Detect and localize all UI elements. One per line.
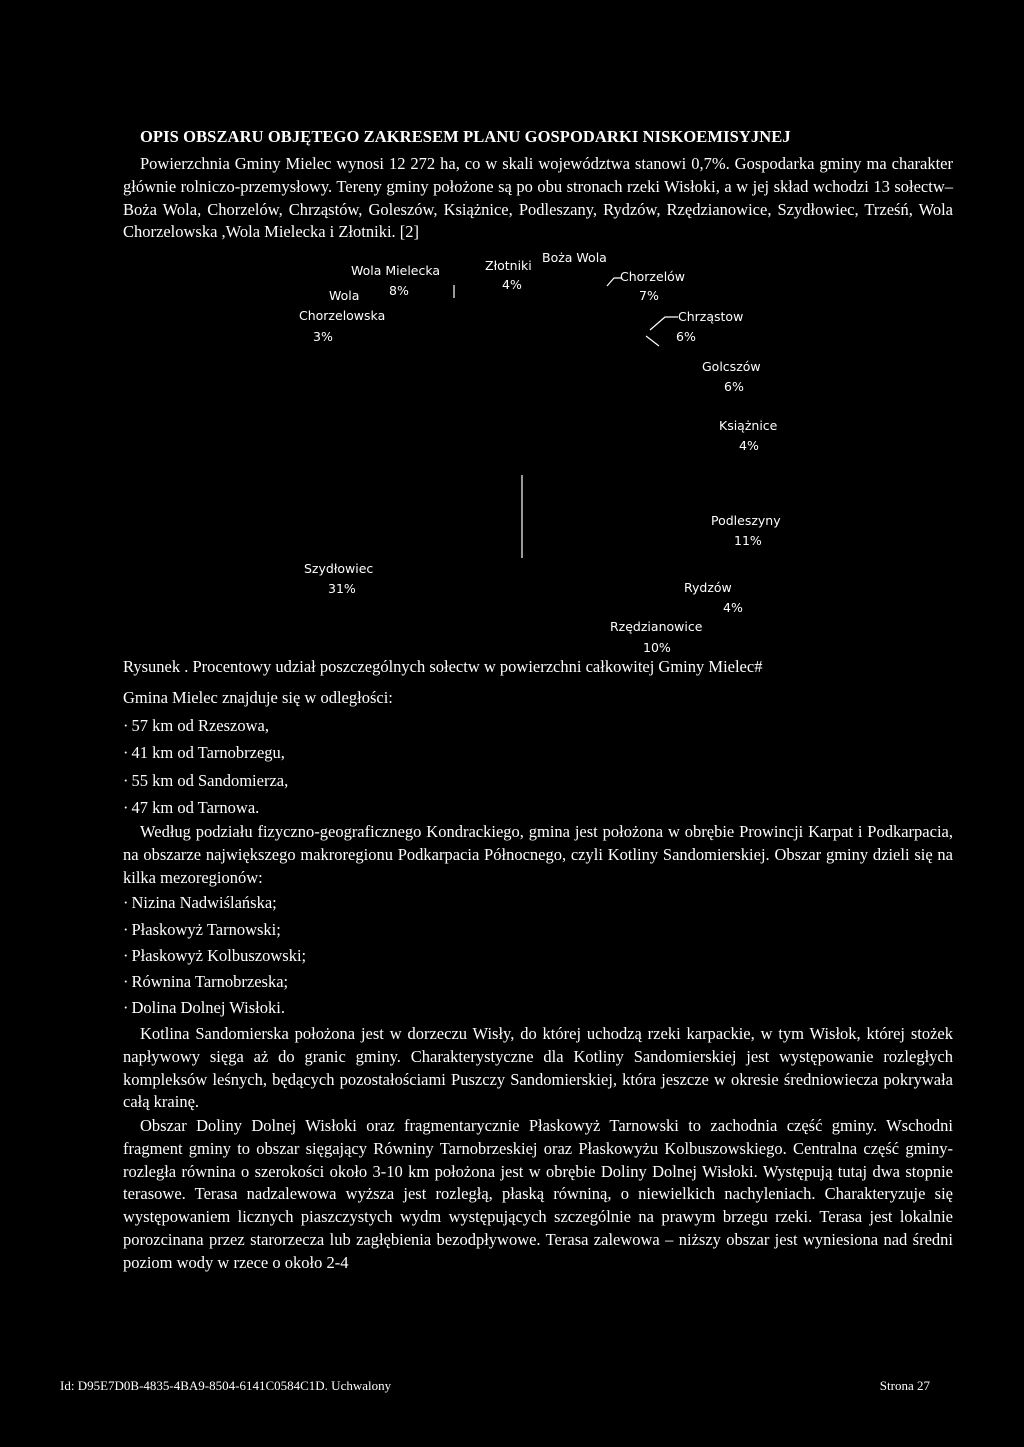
dolina-paragraph: Obszar Doliny Dolnej Wisłoki oraz fragmentarycznie Płaskowyż Tarnowski to zachodnia część gminy. Wschodni fragment gminy to obszar sięgający Równiny Tarnobrzeskiej oraz Płaskowyżu Kolbuszowskiego. Centralna część gminy- rozległa równina o szerokości około 3-10 km położona jest w obrębie Doliny Dolnej Wisłoki. Występują tutaj dwa stopnie terasowe. Terasa nadzalewowa wyższa jest rozległą, płaską równiną, o niewielkich nachyleniach. Charakteryzuje się występowaniem licznych piaszczystych wydm występujących szczególnie na prawym brzegu rzeki. Terasa jest lokalnie porozcinana przez starorzecza lub zagłębienia bezodpływowe. Terasa zalewowa – niższy obszar jest wyniesiona nad średni poziom wody w rzece o około 2-4	[123, 1116, 953, 1272]
intro-paragraph: Powierzchnia Gminy Mielec wynosi 12 272 ha, co w skali województwa stanowi 0,7%. Gospodarka gminy ma charakter głównie rolniczo-przemysłowy. Tereny gminy położone są po obu stronach rzeki Wisłoki, a w jej skład wchodzi 13 sołectw– Boża Wola, Chorzelów, Chrząstów, Goleszów, Książnice, Podleszany, Rydzów, Rzędzianowice, Szydłowiec, Trześń, Wola Chorzelowska ,Wola Mielecka i Złotniki. [2]	[123, 154, 953, 242]
mezoregion-item: · Równina Tarnobrzeska;	[123, 972, 289, 991]
label-szydlowiec: Szydłowiec	[304, 561, 374, 576]
distance-intro: Gmina Mielec znajduje się w odległości:	[123, 688, 393, 707]
leader-line	[646, 336, 659, 346]
label-chrzastow: Chrząstow	[678, 309, 744, 324]
pct-wola-chorzelowska: 3%	[313, 329, 333, 344]
leader-line	[650, 317, 678, 330]
figure-caption: Rysunek . Procentowy udział poszczególnych sołectw w powierzchni całkowitej Gminy Mielec#	[123, 657, 763, 676]
footer-id: Id: D95E7D0B-4835-4BA9-8504-6141C0584C1D. Uchwalony	[60, 1378, 392, 1393]
pct-rzedzianowice: 10%	[643, 640, 671, 655]
pct-chrzastow: 6%	[676, 329, 696, 344]
kotlina-paragraph: Kotlina Sandomierska położona jest w dorzeczu Wisły, do której uchodzą rzeki karpackie, w tym Wisłok, której stożek napływowy sięga aż do granic gminy. Charakterystyczne dla Kotliny Sandomierskiej jest występowanie rozległych kompleksów leśnych, będących pozostałościami Puszczy Sandomierskiej, która jeszcze w okresie średniowiecza pokrywała całą krainę.	[123, 1024, 953, 1112]
mezoregion-item: · Dolina Dolnej Wisłoki.	[123, 998, 285, 1017]
pct-goleszow: 6%	[724, 379, 744, 394]
chart-leader-lines	[454, 278, 678, 558]
chart-labels	[299, 250, 781, 655]
pct-wola-mielecka: 8%	[389, 283, 409, 298]
pct-podleszyny: 11%	[734, 533, 762, 548]
distance-item: · 55 km od Sandomierza,	[123, 771, 289, 790]
mezoregion-item: · Płaskowyż Tarnowski;	[123, 920, 281, 939]
pie-chart	[280, 240, 800, 660]
label-wola-mielecka: Wola Mielecka	[351, 263, 441, 278]
label-goleszow: Golcszów	[702, 359, 761, 374]
label-wola-chorzelowska-1: Wola	[329, 288, 360, 303]
mezoregion-item: · Nizina Nadwiślańska;	[123, 893, 277, 912]
label-rydzow: Rydzów	[684, 580, 732, 595]
pct-rydzow: 4%	[723, 600, 743, 615]
distance-item: · 57 km od Rzeszowa,	[123, 716, 269, 735]
label-zlotniki: Złotniki	[485, 258, 532, 273]
pct-zlotniki: 4%	[502, 277, 522, 292]
pct-chorzelow: 7%	[639, 288, 659, 303]
label-rzedzianowice: Rzędzianowice	[610, 619, 703, 634]
pct-ksiaznice: 4%	[739, 438, 759, 453]
label-chorzelow: Chorzelów	[620, 269, 686, 284]
label-ksiaznice: Książnice	[719, 418, 778, 433]
distance-item: · 41 km od Tarnobrzegu,	[123, 743, 285, 762]
label-wola-chorzelowska-2: Chorzelowska	[299, 308, 386, 323]
mezoregion-item: · Płaskowyż Kolbuszowski;	[123, 946, 307, 965]
pct-szydlowiec: 31%	[328, 581, 356, 596]
kondracki-paragraph: Według podziału fizyczno-geograficznego Kondrackiego, gmina jest położona w obrębie Prowincji Karpat i Podkarpacia, na obszarze największego makroregionu Podkarpacia Północnego, czyli Kotliny Sandomierskiej. Obszar gminy dzieli się na kilka mezoregionów:	[123, 822, 953, 887]
distance-item: · 47 km od Tarnowa.	[123, 798, 260, 817]
label-boza-wola: Boża Wola	[542, 250, 607, 265]
label-podleszyny: Podleszyny	[711, 513, 781, 528]
section-heading: OPIS OBSZARU OBJĘTEGO ZAKRESEM PLANU GOSPODARKI NISKOEMISYJNEJ	[140, 127, 791, 146]
footer-page-number: Strona 27	[879, 1378, 930, 1393]
